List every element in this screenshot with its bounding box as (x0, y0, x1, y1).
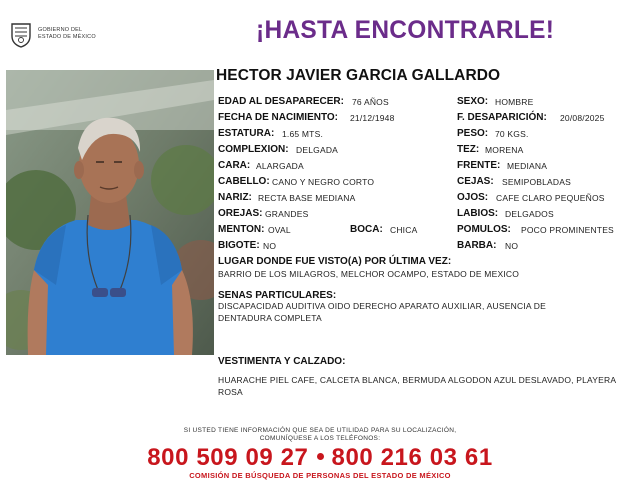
value-ears: GRANDES (265, 209, 309, 219)
label-eyebrows: CEJAS: (457, 176, 494, 187)
state-government-logo (10, 22, 120, 48)
phone-number-2[interactable]: 800 216 03 61 (331, 444, 493, 471)
label-chin: MENTON: (218, 224, 265, 235)
contact-info-line2: COMUNÍQUESE A LOS TELÉFONOS: (259, 435, 381, 442)
label-hair: CABELLO: (218, 176, 270, 187)
value-age: 76 AÑOS (352, 97, 389, 107)
value-lips: DELGADOS (505, 209, 554, 219)
features-label: SENAS PARTICULARES: (218, 290, 337, 301)
label-lips: LABIOS: (457, 208, 499, 219)
last-seen-label: LUGAR DONDE FUE VISTO(A) POR ÚLTIMA VEZ: (218, 256, 452, 267)
value-weight: 70 KGS. (495, 129, 529, 139)
value-birthdate: 21/12/1948 (350, 113, 395, 123)
person-name: HECTOR JAVIER GARCIA GALLARDO (216, 67, 501, 84)
value-hair: CANO Y NEGRO CORTO (272, 177, 375, 187)
clothing-value: HUARACHE PIEL CAFE, CALCETA BLANCA, BERMUDA ALGODON AZUL DESLAVADO, PLAYERA ROSA (218, 375, 616, 397)
label-sex: SEXO: (457, 96, 489, 107)
label-mouth: BOCA: (350, 224, 383, 235)
value-mustache: NO (263, 241, 277, 251)
separator-dot (317, 453, 324, 460)
missing-person-photo (6, 70, 214, 355)
footer-commission: COMISIÓN DE BÚSQUEDA DE PERSONAS DEL ESTADO DE MÉXICO (189, 471, 451, 480)
value-face: ALARGADA (256, 161, 304, 171)
label-disappearance-date: F. DESAPARICIÓN: (457, 112, 547, 123)
phone-numbers (0, 444, 640, 472)
value-eyes: CAFE CLARO PEQUEÑOS (496, 193, 605, 203)
label-cheekbones: POMULOS: (457, 224, 511, 235)
value-eyebrows: SEMIPOBLADAS (502, 177, 572, 187)
contact-info-line1: SI USTED TIENE INFORMACIÓN QUE SEA DE UTILIDAD PARA SU LOCALIZACIÓN, (183, 427, 457, 434)
label-face: CARA: (218, 160, 251, 171)
label-weight: PESO: (457, 128, 489, 139)
value-cheekbones: POCO PROMINENTES (521, 225, 614, 235)
label-eyes: OJOS: (457, 192, 489, 203)
label-ears: OREJAS: (218, 208, 263, 219)
state-shield-icon (10, 22, 32, 48)
label-beard: BARBA: (457, 240, 497, 251)
value-disappearance-date: 20/08/2025 (560, 113, 605, 123)
label-nose: NARIZ: (218, 192, 252, 203)
label-mustache: BIGOTE: (218, 240, 260, 251)
value-chin: OVAL (268, 225, 291, 235)
logo-text: GOBIERNO DEL ESTADO DE MÉXICO (38, 27, 96, 40)
last-seen-value: BARRIO DE LOS MILAGROS, MELCHOR OCAMPO, ESTADO DE MEXICO (218, 269, 520, 279)
value-mouth: CHICA (390, 225, 418, 235)
value-sex: HOMBRE (495, 97, 534, 107)
value-beard: NO (505, 241, 519, 251)
value-height: 1.65 MTS. (282, 129, 324, 139)
label-age: EDAD AL DESAPARECER: (218, 96, 344, 107)
phone-number-1[interactable]: 800 509 09 27 (147, 444, 309, 471)
label-birthdate: FECHA DE NACIMIENTO: (218, 112, 338, 123)
clothing-label: VESTIMENTA Y CALZADO: (218, 356, 346, 367)
features-value: DISCAPACIDAD AUDITIVA OIDO DERECHO APARATO AUXILIAR, AUSENCIA DE DENTADURA COMPLETA (218, 301, 547, 323)
label-complexion: TEZ: (457, 144, 480, 155)
label-build: COMPLEXION: (218, 144, 289, 155)
label-height: ESTATURA: (218, 128, 275, 139)
value-nose: RECTA BASE MEDIANA (258, 193, 356, 203)
value-forehead: MEDIANA (507, 161, 548, 171)
value-complexion: MORENA (485, 145, 524, 155)
value-build: DELGADA (296, 145, 339, 155)
banner-title: ¡HASTA ENCONTRARLE! (256, 16, 555, 44)
label-forehead: FRENTE: (457, 160, 501, 171)
